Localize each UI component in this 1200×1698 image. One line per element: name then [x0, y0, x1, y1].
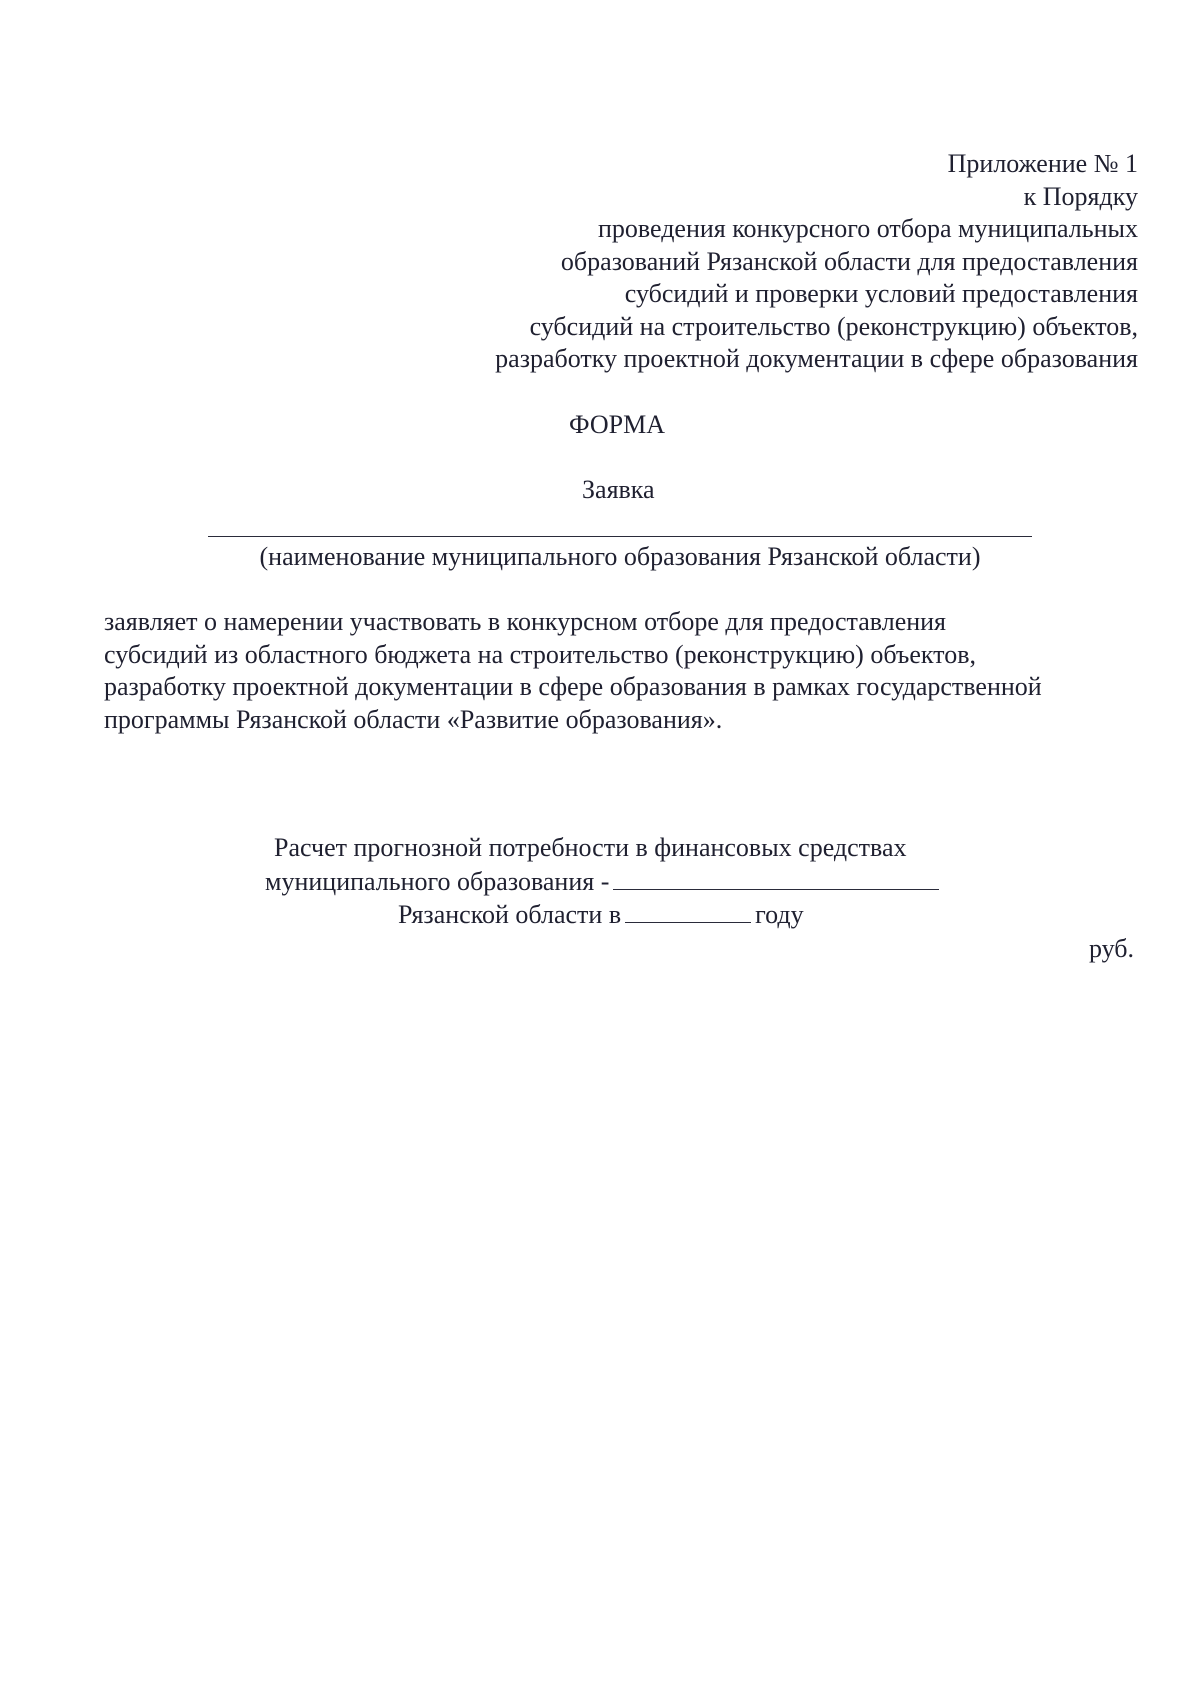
annex-line: к Порядку: [1023, 181, 1138, 211]
annex-header: [418, 148, 1138, 376]
request-title: Заявка: [582, 475, 655, 504]
annex-line: субсидий и проверки условий предоставления: [624, 279, 1138, 308]
calculation-line-1: [200, 832, 1000, 865]
statement-line: программы Рязанской области «Развитие образования».: [104, 704, 723, 734]
annex-line: проведения конкурсного отбора муниципальных: [597, 214, 1138, 243]
calculation-line-2: [200, 865, 1000, 899]
statement-paragraph: [104, 606, 1114, 736]
annex-line: образований Рязанской области для предоставления: [560, 246, 1138, 276]
municipality-blank: [613, 865, 939, 890]
annex-line: разработку проектной документации в сфере образования: [495, 344, 1138, 373]
calculation-region-label: Рязанской области в: [398, 900, 622, 929]
calculation-year-suffix: году: [755, 900, 804, 929]
municipality-name-caption: (наименование муниципального образования Рязанской области): [259, 542, 981, 571]
form-label: ФОРМА: [569, 410, 665, 439]
annex-line: Приложение № 1: [947, 149, 1138, 178]
currency-unit: руб.: [1088, 934, 1134, 963]
calculation-heading: [200, 832, 1000, 932]
municipality-name-blank: [208, 536, 1032, 537]
calculation-line-3: [200, 898, 1000, 932]
annex-line: субсидий на строительство (реконструкцию) объектов,: [529, 311, 1138, 341]
statement-line: субсидий из областного бюджета на строительство (реконструкцию) объектов,: [104, 639, 976, 669]
statement-line: заявляет о намерении участвовать в конкурсном отборе для предоставления: [104, 607, 947, 636]
year-blank: [625, 898, 751, 923]
calculation-municipality-label: муниципального образования -: [265, 866, 610, 896]
statement-line: разработку проектной документации в сфере образования в рамках государственной: [104, 672, 1042, 701]
calculation-title: Расчет прогнозной потребности в финансовых средствах: [274, 833, 907, 862]
